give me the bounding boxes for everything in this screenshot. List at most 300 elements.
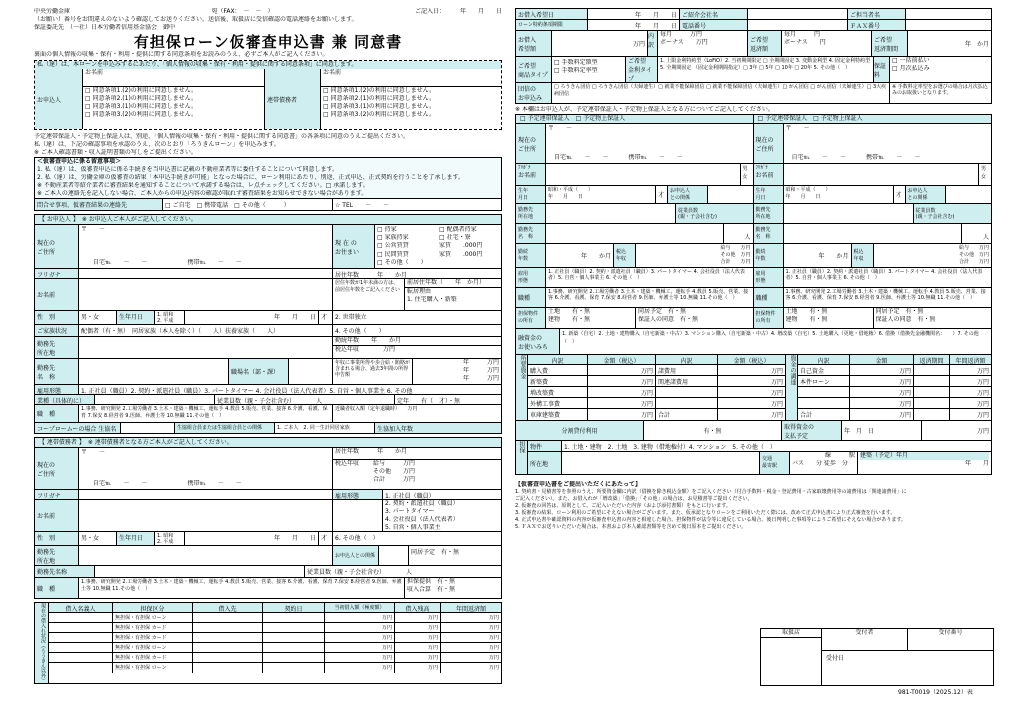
family-value[interactable]: 配偶者（有・無） 同居家族（本人を除く）（ 人）扶養家族（ 人）: [79, 325, 333, 336]
loan-cell[interactable]: 無担保・有担保 カード: [113, 623, 193, 632]
need-item: 購入費: [528, 365, 588, 375]
need-item-2: [656, 387, 718, 397]
staff-name-label: ご担当者名: [848, 9, 906, 19]
raise-annual[interactable]: 万円: [976, 379, 989, 386]
raise-period[interactable]: [914, 398, 950, 408]
contact-options[interactable]: □ ご自宅 □ 携帯電話 □ その他（ ）: [163, 199, 333, 210]
co-name[interactable]: [79, 500, 333, 531]
group-items[interactable]: □ ろうきん団信 □ ろうきん団信（夫婦連生）□ 就業不能保障団信 □ 就業不能保障団信（夫婦連生）□ がん団信 □ がん団信（夫婦連生）□ 3大疾病団信: [552, 83, 890, 103]
loan-cell[interactable]: 万円: [325, 623, 395, 632]
loan-cell[interactable]: [263, 663, 325, 673]
company-name[interactable]: [79, 359, 229, 384]
remarks: [515, 481, 909, 531]
co-era[interactable]: 1. 昭和 2. 平成: [155, 532, 185, 545]
raise-amount[interactable]: 万円: [850, 398, 914, 408]
co-employ-label: 雇用形態: [333, 490, 383, 499]
phone-label: 電話番号: [680, 20, 748, 30]
prev-years[interactable]: 前居住年数（ 年 か月）: [405, 279, 501, 288]
applicant-postal[interactable]: 〒 －: [81, 226, 106, 233]
loan-cell[interactable]: 万円: [325, 663, 395, 673]
co-cohabit[interactable]: 同居予定 有・無: [411, 549, 460, 556]
form-title: 有担保ローン仮審査申込書 兼 同意書: [133, 33, 403, 51]
g-income[interactable]: 給与 万円 その他 万円 合計 万円: [720, 245, 751, 265]
g-postal[interactable]: 〒 －: [785, 125, 810, 132]
loan-cell[interactable]: 無担保・有担保 ローン: [113, 643, 193, 652]
reason-1[interactable]: 1. 住宅購入・新築: [407, 296, 457, 303]
confirm-line-2: 2. 私（達）は、労働金庫の仮審査の結果「本申込手続きが可能」となった場合に、ローン利用にあたり、別途、正式申込、正式契約を行うことを了承します。: [37, 174, 465, 181]
co-job-options[interactable]: 1.事務、研究開発 2.工場労働者 3.土木・建築・機械工、運転手 4.教員 5.販売、営業、接客 6.介護、看護、保育 7.保安 8.経営者 9.医師、弁護士等 10.無職 11.その他（ ）: [79, 578, 405, 598]
family-label: ご家族状況: [35, 325, 79, 336]
loan-cell[interactable]: [263, 643, 325, 652]
rate-fixed[interactable]: （固定金利期間指定）□ 3年 □ 5年 □ 10年 □ 20年 5. その他（ ）: [692, 65, 851, 71]
applicant-home-label: 現 在 の お住まい: [333, 225, 375, 268]
need-amount[interactable]: 万円: [588, 376, 656, 386]
reason-3[interactable]: 4. その他（ ）: [335, 328, 385, 335]
guarantor-line: 保証委託先 （一社）日本労働者信用基金協会 御中: [34, 24, 176, 31]
rate-options[interactable]: [658, 57, 874, 82]
loan-cell[interactable]: 万円: [325, 633, 395, 642]
g-dob[interactable]: 昭和・平成（ ） 年 月 日: [784, 186, 894, 203]
usage-row: [515, 329, 992, 355]
g-employer[interactable]: [546, 204, 676, 223]
coop-name[interactable]: [121, 423, 175, 433]
confirm-line-3[interactable]: ※ 不動産業者等紹介業者に審査結果を通知することについて承諾する場合は、レ点チェックしてください。□ 承諾します。: [37, 182, 369, 189]
applicant-name[interactable]: [79, 279, 333, 310]
need-amount[interactable]: 万円: [588, 387, 656, 397]
spec-date[interactable]: 年 月 日: [588, 20, 680, 30]
consent-item-1[interactable]: □ 同意条項1.(2)の利用に同意しません。: [85, 87, 198, 94]
need-amount[interactable]: 万円: [588, 398, 656, 408]
need-head-2: 金額（税込）: [588, 355, 656, 364]
repay-label: ご希望 返済額: [748, 31, 782, 56]
g-person[interactable]: 人: [744, 234, 751, 241]
record-date[interactable]: ご記入日： 年 月 日: [414, 8, 502, 15]
applicant-residence-years[interactable]: 居住年数 年 か月: [335, 272, 408, 278]
co-guarantee[interactable]: 担保提供 有・無: [407, 578, 456, 585]
rent-2[interactable]: 家賃 .000円: [439, 250, 483, 258]
insurance-note: ※ 手数料定率型をお選びの場合は月次払込みのお取扱いとなります。: [892, 84, 988, 96]
co-mobile[interactable]: 携帯℡ － －: [187, 480, 242, 487]
consent-co-item-2[interactable]: □ 同意条項2.(1)の利用に同意しません。: [323, 95, 436, 102]
g-relation-label: お申込人 との関係: [668, 186, 708, 203]
raise-row: [798, 376, 991, 387]
intro-company-label: ご紹介会社名: [680, 9, 748, 19]
g-gender[interactable]: 男 女: [742, 166, 748, 180]
loan-cell[interactable]: 万円: [325, 653, 395, 662]
g-birth-label: 生年 月日: [754, 186, 784, 203]
g-address-label: 現在の ご住所: [754, 124, 784, 163]
co-relation-value[interactable]: [379, 546, 409, 565]
g-address-label: 現在の ご住所: [516, 124, 546, 163]
co-employ-2[interactable]: 2. 契約・派遣社員（職員）: [385, 500, 459, 507]
g-relation-label: お申込人 との関係: [906, 186, 946, 203]
home-type-6[interactable]: □ 民間賃貸: [377, 250, 409, 258]
applicant-table: [34, 224, 502, 434]
loan-cell[interactable]: 万円: [395, 663, 441, 673]
home-type-1[interactable]: □ 持家: [377, 226, 397, 233]
insurance-1[interactable]: □ 一括前払い: [892, 57, 930, 64]
loan-cell[interactable]: 万円: [488, 655, 499, 661]
raise-head-1: 内訳: [798, 355, 850, 364]
need-item: 増改築費: [528, 387, 588, 397]
station[interactable]: 線 駅: [824, 452, 855, 459]
g-mobile[interactable]: 携帯℡ － －: [865, 154, 921, 161]
note-2: 私（達）は、下記の確認事項を承認のうえ、次のとおり「ろうきんローン」を申込みます。: [34, 141, 280, 148]
receipt-box[interactable]: [822, 628, 994, 686]
g-mobile[interactable]: 携帯℡ － －: [628, 154, 683, 161]
coop-member: 生協組合員または生協組合員との関係: [175, 423, 275, 433]
g-birth-label: 生年 月日: [516, 186, 546, 203]
right-top-table: [515, 8, 992, 104]
consent-co-label: 連帯債務者: [265, 69, 321, 129]
g-gender[interactable]: 男 女: [981, 166, 987, 180]
employer-address[interactable]: [79, 337, 333, 358]
co-gender-label: 性 別: [35, 532, 79, 545]
co-home-tel[interactable]: 自宅℡ － －: [93, 480, 148, 487]
g-tax-label: 税込 年収: [852, 244, 874, 267]
g-company[interactable]: [546, 224, 724, 243]
loan-cell[interactable]: [193, 623, 263, 632]
home-type-2[interactable]: □ 配偶者持家: [439, 226, 477, 233]
rent-1[interactable]: 家賃 .000円: [439, 242, 483, 250]
usage-label: 融資金の お使いみち: [516, 329, 560, 354]
g-income[interactable]: 給与 万円 その他 万円 合計 万円: [958, 245, 989, 265]
g-service-label: 勤続 年数: [516, 244, 546, 267]
period[interactable]: 年 か月: [964, 41, 989, 48]
desired-date-label: お借入希望日: [516, 9, 588, 19]
dob[interactable]: 年 月 日: [185, 311, 319, 324]
income-year-1[interactable]: 年 万円: [462, 359, 499, 366]
income-year-2[interactable]: 年 万円: [462, 367, 499, 374]
loan-cell[interactable]: 万円: [395, 653, 441, 662]
g-staff-label: 従業員数 (親・子会社含む): [914, 204, 992, 223]
g-employ[interactable]: 1. 正社員（職員）2. 契約・派遣社員（職員）3. パートタイマー 4. 会社役員（法人代表者）5. 自営・個人事業主 6. その他（ ）: [785, 269, 983, 281]
access-label: 交通 最寄駅: [760, 452, 790, 474]
confirm-line-4: ※ ご本人の連絡先を記入しない場合、ご本人からの申込内容の確認が取れず審査結果をお知らせできない場合があります。: [37, 190, 368, 197]
co-gender[interactable]: 男・女: [79, 532, 117, 545]
co-staff[interactable]: 従業員数（親・子会社含む） 人: [307, 569, 413, 576]
bus[interactable]: バス 分 徒歩 分: [792, 460, 848, 467]
g-name[interactable]: [784, 164, 980, 185]
g-employ[interactable]: 1. 正社員（職員）2. 契約・派遣社員（職員）3. パートタイマー 4. 会社役員（法人代表者）5. 自営・個人事業主 6. その他（ ）: [548, 269, 745, 281]
consent-co-name: お名前: [321, 69, 501, 87]
insurance-2[interactable]: □ 月次払込み: [892, 65, 930, 72]
loans-side: 現在の借入れ状況（ろうきん以外）: [35, 603, 49, 683]
raise-period[interactable]: [914, 365, 950, 375]
g-relation[interactable]: [708, 186, 753, 203]
need-amount-2[interactable]: 万円: [770, 379, 783, 386]
raise-annual[interactable]: 万円: [976, 412, 989, 419]
loan-cell[interactable]: 万円: [488, 665, 499, 671]
raise-period[interactable]: [914, 387, 950, 397]
industry[interactable]: [95, 395, 215, 404]
raise-amount[interactable]: 万円: [850, 409, 914, 420]
loan-cell[interactable]: [263, 623, 325, 632]
loan-cell[interactable]: 万円: [488, 635, 499, 641]
co-income-2[interactable]: その他 万円: [373, 468, 416, 475]
loan-cell[interactable]: 無担保・有担保 ローン: [113, 613, 193, 622]
loan-cell[interactable]: [193, 643, 263, 652]
home-type-4[interactable]: □ 社宅・寮: [439, 234, 471, 242]
spec-date-label: ローン特約条項期限: [516, 20, 588, 30]
remark-3: 3. 仮審査の結果、ローン利用のご希望にそえない場合がございます。また、仮承認となりローンをご利用いただく際には、改めて正式申込書により正式審査を行います。: [515, 510, 896, 516]
income-year-3[interactable]: 年 万円: [462, 375, 499, 382]
tax-income[interactable]: 税込年収 万円: [335, 346, 396, 353]
need-item: 新築費: [528, 376, 588, 386]
loan-cell[interactable]: 万円: [325, 613, 395, 622]
g-address[interactable]: [546, 124, 753, 163]
loan-cell[interactable]: [49, 613, 113, 622]
consent-co-item-4[interactable]: □ 同意条項3.(2)の利用に同意しません。: [323, 111, 436, 118]
g-cohabit[interactable]: 同居予定 有・無: [875, 308, 924, 315]
co-dob[interactable]: 年 月 日: [185, 532, 319, 545]
g-employer[interactable]: [784, 204, 914, 223]
split-label: 分割貸付利用: [516, 421, 644, 440]
loan-cell[interactable]: 万円: [488, 645, 499, 651]
co-employ-3[interactable]: 3. パートタイマー: [385, 508, 435, 515]
loan-cell[interactable]: 万円: [488, 615, 499, 621]
remark-1: 1. 契約書・見積書等を参照のうえ、所要資金欄に内訳（借換を除き税込金額）をご記入ください（付合手数料・税金・登記費用・古家取壊費用等の諸費用は「関連諸費用」にご記入ください）。また、お借入れが「増改築」「借換」「その他」の場合は、お見積書等ご提出ください。: [515, 489, 907, 502]
need-amount-2[interactable]: 万円: [770, 390, 783, 397]
co-employer[interactable]: [79, 546, 333, 565]
loan-cell[interactable]: 無担保・有担保 ローン: [113, 663, 193, 673]
g-consent[interactable]: 保証人の同意 有・無: [638, 316, 699, 323]
g-name-label: [516, 164, 546, 185]
era-options[interactable]: 1. 昭和 2. 平成: [155, 311, 185, 324]
need-item: 外構工事費: [528, 398, 588, 408]
g-person[interactable]: 人: [982, 234, 989, 241]
need-amount[interactable]: 万円: [588, 365, 656, 375]
product-2[interactable]: □ 手数料定率型: [554, 67, 598, 74]
g-furigana-label: ﾌﾘｶﾞﾅ: [755, 165, 769, 171]
consent-item-3[interactable]: □ 同意条項3.(1)の利用に同意しません。: [85, 103, 198, 110]
insurance-label: 保証料: [874, 57, 890, 82]
property-table: [515, 441, 992, 475]
guarantor-type[interactable]: □ 予定連帯保証人 □ 予定物上保証人: [516, 115, 753, 124]
need-amount-2[interactable]: 万円: [770, 412, 783, 419]
g-service[interactable]: 年 か月: [784, 244, 852, 267]
amount-unit[interactable]: 万円: [552, 31, 648, 56]
consent-co-item-3[interactable]: □ 同意条項3.(1)の利用に同意しません。: [323, 103, 436, 110]
g-relation[interactable]: [946, 186, 992, 203]
raise-annual[interactable]: 万円: [976, 401, 989, 408]
home-type-5[interactable]: □ 公営賃貸: [377, 242, 409, 250]
contact-row: [34, 199, 502, 211]
fax-to[interactable]: 宛（FAX： － － ）: [211, 8, 274, 15]
built-value[interactable]: 年 月: [964, 460, 989, 467]
loan-cell[interactable]: [263, 613, 325, 622]
need-row: [528, 387, 785, 398]
co-company[interactable]: [95, 566, 305, 577]
raise-annual[interactable]: 万円: [976, 368, 989, 375]
period-label: ご希望 返済期間: [872, 31, 908, 56]
g-building[interactable]: 建物 有・無: [548, 316, 591, 323]
g-home-tel[interactable]: 自宅℡ － －: [791, 154, 846, 161]
monthly-amount[interactable]: 毎月 万円: [660, 31, 703, 38]
fax[interactable]: [906, 20, 991, 30]
guarantor-type[interactable]: □ 予定連帯保証人 □ 予定物上保証人: [754, 115, 992, 124]
g-name-label: [754, 164, 784, 185]
loan-cell[interactable]: 万円: [488, 625, 499, 631]
applicant-furigana-label: フリガナ: [35, 269, 79, 278]
co-employ-6[interactable]: 6. その他（ ）: [335, 535, 379, 542]
consent-item-4[interactable]: □ 同意条項3.(2)の利用に同意しません。: [85, 111, 198, 118]
loan-cell[interactable]: 万円: [395, 633, 441, 642]
staff-name[interactable]: [906, 9, 991, 19]
co-address-label: 現在の ご住所: [35, 448, 79, 489]
co-employ-5[interactable]: 5. 自営・個人事業主: [385, 524, 441, 531]
co-employ-4[interactable]: 4. 会社役員（法人代表者）: [385, 516, 459, 523]
usage-options[interactable]: 1. 新築（自宅）2. 土地・建物購入（自宅新築・中古）3. マンション購入（自宅新築・中古）4. 増改築（自宅）5. 土地購入（更地・借地権）6. 借換（借換先金融機関名： ）7. その他（ ）: [562, 331, 979, 345]
loan-cell[interactable]: [193, 663, 263, 673]
desired-date[interactable]: 年 月 日: [588, 9, 680, 19]
g-postal[interactable]: 〒 －: [548, 125, 573, 132]
co-joint[interactable]: 収入合算 有・無: [407, 586, 456, 593]
home-type-7[interactable]: □ その他（ ）: [377, 258, 427, 266]
loan-cell[interactable]: 万円: [395, 643, 441, 652]
gender-label: 性 別: [35, 311, 79, 324]
handling-stamp[interactable]: [760, 628, 822, 686]
rate-types[interactable]: 1. 上限金利特約型（LoFiO）2. 当初期間限定 □ 全期間固定 3. 変動金利型 4. 固定金利特約型 5. 全期間固定: [660, 58, 871, 71]
consent-name-label: お名前: [83, 69, 264, 87]
repay-bonus[interactable]: ボーナス 円: [784, 39, 826, 46]
contact-tel[interactable]: ☆ TEL － －: [335, 202, 390, 209]
co-residence[interactable]: 居住年数 年 か月: [333, 448, 501, 460]
loan-cell[interactable]: [193, 633, 263, 642]
retire[interactable]: 定年 有（ 才）・無: [397, 398, 461, 404]
need-item-2: 関連諸費用: [656, 376, 718, 386]
position-label: 職場名（部・課）: [229, 359, 289, 384]
need-amount-2[interactable]: 万円: [770, 401, 783, 408]
g-dob[interactable]: 昭和・平成（ ） 年 月 日: [546, 186, 656, 203]
loan-cell[interactable]: [49, 633, 113, 642]
reason-label: 転居理由: [407, 288, 432, 295]
g-consent[interactable]: 保証人の同意 有・無: [875, 316, 936, 323]
applicant-home-tel[interactable]: 自宅℡ － －: [93, 259, 148, 266]
g-land[interactable]: 土地 有・無: [548, 308, 591, 315]
job-options[interactable]: 1.事務、研究開発 2.工場労働者 3.土木・建築・機械工、運転手 4.教員 5.販売、営業、接客 6.介護、看護、保育 7.保安 8.経営者 9.医師、弁護士等 10.無職 11.その他（ ）: [79, 405, 333, 422]
split-row: [515, 421, 992, 441]
g-employ-label: 雇用 形態: [516, 268, 546, 287]
loan-cell[interactable]: [193, 653, 263, 662]
funds-side: 所要資金: [516, 355, 528, 420]
receipt-no-label: 受付番号: [938, 629, 963, 636]
loan-head-4: 契約日: [263, 603, 325, 612]
remark-5: 5. ＦＡＸでお送りいただいた場合は、本書および本人確認書類等を含めて後日原本をご提出ください。: [515, 524, 747, 530]
raise-amount[interactable]: 万円: [850, 365, 914, 375]
position[interactable]: [289, 359, 333, 384]
g-name[interactable]: [546, 164, 741, 185]
loan-cell[interactable]: [49, 623, 113, 632]
intro-company[interactable]: [748, 9, 848, 19]
applicant-furigana[interactable]: [79, 269, 333, 278]
confirm-line-1: 1. 私（達）は、仮審査申込に係る手続きを当申込書に記載の不動産業者等に委任することについて同意します。: [37, 166, 339, 173]
employ-label: 雇用形態: [35, 385, 79, 394]
employ-options[interactable]: 1. 正社員（職員）2. 契約・派遣社員（職員）3. パートタイマー 4. 会社役員（法人代表者）5. 自営・個人事業主 6. その他: [81, 388, 413, 394]
location-label: 所在地: [528, 452, 562, 474]
g-cohabit[interactable]: 同居予定 有・無: [638, 308, 687, 315]
g-company-label: 勤務先 名 称: [754, 224, 784, 243]
loan-head-6: 借入残高: [395, 603, 441, 612]
recent-income[interactable]: 近職者収入額（定年退職時） 万円: [335, 406, 418, 412]
need-amount-2[interactable]: 万円: [770, 368, 783, 375]
g-home-tel[interactable]: 自宅℡ － －: [554, 154, 609, 161]
applicant-mobile[interactable]: 携帯℡ － －: [187, 259, 242, 266]
pay-amount[interactable]: 万円: [976, 428, 989, 435]
co-furigana[interactable]: [79, 490, 333, 499]
split-value[interactable]: 有・無: [644, 421, 782, 440]
raise-head-4: 年間返済額: [955, 358, 986, 364]
g-jobs[interactable]: 1.事務、研究開発 2.工場労働者 3.土木・建築・機械工、運転手 4.教員 5.販売、営業、接客 6.介護、看護、保育 7.保安 8.経営者 9.医師、弁護士等 10.無職 11.その他（ ）: [548, 289, 749, 301]
location[interactable]: [562, 452, 760, 474]
loan-cell[interactable]: [263, 633, 325, 642]
bonus-amount[interactable]: ボーナス 万円: [660, 39, 708, 46]
reason-2[interactable]: 2. 世帯独立: [335, 314, 367, 321]
loan-cell[interactable]: 無担保・有担保 カード: [113, 653, 193, 662]
raise-period[interactable]: [914, 376, 950, 386]
consent-co-item-1[interactable]: □ 同意条項1.(2)の利用に同意しません。: [323, 87, 436, 94]
kind-options[interactable]: 1. 土地・建物 2. 土地 3. 建物（借地権付）4. マンション 5. その他（ ）: [564, 444, 776, 451]
raise-period[interactable]: [914, 409, 950, 420]
g-address[interactable]: [784, 124, 992, 163]
fax-label: ＦＡＸ番号: [848, 20, 906, 30]
raise-amount[interactable]: 万円: [850, 376, 914, 386]
acquire-label: 取得資金の 支払予定: [782, 421, 842, 440]
coop-years[interactable]: 生協加入年数: [375, 423, 501, 433]
loan-head-5: 当初借入額（極度額）: [325, 603, 395, 612]
gender-value[interactable]: 男・女: [79, 311, 117, 324]
g-jobs[interactable]: 1.事務、研究開発 2.工場労働者 3.土木・建築・機械工、運転手 4.教員 5.販売、営業、接客 6.介護、看護、保育 7.保安 8.経営者 9.医師、弁護士等 10.無職 11.その他（ ）: [785, 289, 986, 301]
raise-annual[interactable]: 万円: [976, 390, 989, 397]
co-furigana-label: フリガナ: [35, 490, 79, 499]
g-employer-label: 勤務先 所在地: [516, 204, 546, 223]
repay-monthly[interactable]: 毎月 円: [784, 31, 821, 38]
co-income-3[interactable]: 合計 万円: [373, 476, 416, 483]
co-employ-1[interactable]: 1. 正社員（職員）: [385, 493, 435, 499]
g-company[interactable]: [784, 224, 962, 243]
loan-cell[interactable]: [193, 613, 263, 622]
raise-amount[interactable]: 万円: [850, 387, 914, 397]
coop-rel[interactable]: 1. ご本人 2. 同一生計同居家族: [275, 423, 375, 433]
phone[interactable]: [748, 20, 848, 30]
loan-cell[interactable]: 無担保・有担保 カード: [113, 633, 193, 642]
loan-cell[interactable]: [49, 663, 113, 673]
loan-cell[interactable]: 万円: [395, 613, 441, 622]
prev-residence-note: 居住年数が1年未満の方は、前居住年数をご記入ください: [333, 279, 405, 310]
loan-cell[interactable]: [49, 643, 113, 652]
loan-head-7: 年間返済額: [455, 606, 486, 612]
consent-item-2[interactable]: □ 同意条項2.(1)の利用に同意しません。: [85, 95, 198, 102]
g-employ-label: 雇用 形態: [754, 268, 784, 287]
home-type-3[interactable]: □ 家族持家: [377, 234, 409, 242]
co-table: [34, 447, 502, 599]
g-land[interactable]: 土地 有・無: [785, 308, 828, 315]
loan-cell[interactable]: 万円: [395, 623, 441, 632]
need-amount[interactable]: 万円: [588, 409, 656, 420]
product-1[interactable]: □ 手数料定額型: [554, 59, 598, 66]
service-years[interactable]: 勤続年数 年 か月: [333, 337, 501, 346]
g-service[interactable]: 年 か月: [546, 244, 614, 267]
loan-cell[interactable]: 万円: [325, 643, 395, 652]
loan-cell[interactable]: [49, 653, 113, 662]
loan-cell[interactable]: [263, 653, 325, 662]
g-building[interactable]: 建物 有・無: [785, 316, 828, 323]
co-postal[interactable]: 〒 －: [81, 449, 106, 456]
pay-date[interactable]: 年 月 日: [842, 421, 922, 440]
co-income-1[interactable]: 給与 万円: [373, 460, 416, 467]
need-item-2: [656, 398, 718, 408]
staff-count[interactable]: 従業員数（親・子会社含む） 人: [215, 395, 395, 404]
